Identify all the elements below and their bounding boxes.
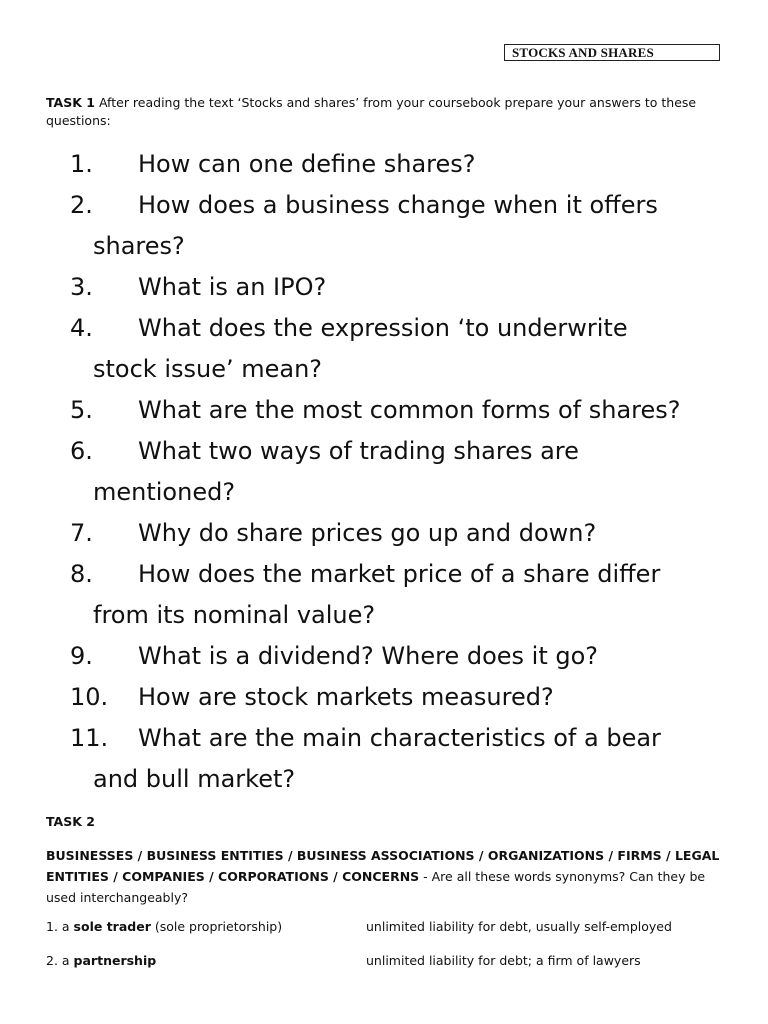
entity-note: (sole proprietorship) — [150, 919, 283, 934]
question-text-continued: mentioned? — [93, 478, 236, 506]
question-item — [70, 267, 750, 308]
question-item — [70, 554, 750, 636]
question-text: What two ways of trading shares are — [138, 437, 579, 465]
task2-question: - Are all these words synonyms? Can they be used interchangeably? — [46, 869, 706, 905]
question-item — [70, 185, 750, 267]
question-item — [70, 513, 750, 554]
question-text-continued: and bull market? — [93, 765, 296, 793]
task2-label: TASK 2 — [46, 814, 95, 829]
task1-intro — [46, 94, 726, 130]
question-item — [70, 636, 750, 677]
question-number: 6. — [70, 437, 93, 465]
entity-description: unlimited liability for debt; a firm of lawyers — [366, 953, 641, 968]
question-text: Why do share prices go up and down? — [138, 519, 597, 547]
question-text: What is an IPO? — [138, 273, 327, 301]
question-number: 7. — [70, 519, 93, 547]
entity-term: sole trader — [73, 919, 151, 934]
question-text: How does the market price of a share differ — [138, 560, 661, 588]
question-text: What is a dividend? Where does it go? — [138, 642, 599, 670]
question-list — [70, 144, 750, 800]
question-item — [70, 431, 750, 513]
task1-label: TASK 1 — [46, 95, 95, 110]
question-text: How are stock markets measured? — [138, 683, 554, 711]
question-number: 8. — [70, 560, 93, 588]
entity-term: partnership — [73, 953, 157, 968]
question-number: 11. — [70, 724, 109, 752]
page-title: STOCKS AND SHARES — [504, 44, 720, 61]
question-text: How can one define shares? — [138, 150, 476, 178]
question-number: 5. — [70, 396, 93, 424]
question-item — [70, 308, 750, 390]
task2-synonyms — [46, 845, 736, 908]
question-item — [70, 144, 750, 185]
question-number: 2. — [70, 191, 93, 219]
question-text: What are the main characteristics of a bear — [138, 724, 661, 752]
question-number: 3. — [70, 273, 93, 301]
task1-instruction: After reading the text ‘Stocks and shares’ from your coursebook prepare your answers to these questions: — [46, 95, 697, 128]
question-number: 4. — [70, 314, 93, 342]
question-number: 1. — [70, 150, 93, 178]
question-text-continued: shares? — [93, 232, 185, 260]
task2-terms: BUSINESSES / BUSINESS ENTITIES / BUSINESS ASSOCIATIONS / ORGANIZATIONS / FIRMS / LEGAL ENTITIES / COMPANIES / CORPORATIONS / CONCERNS — [46, 848, 720, 884]
entity-prefix: 2. a — [46, 953, 74, 968]
entity-prefix: 1. a — [46, 919, 74, 934]
question-text: What does the expression ‘to underwrite — [138, 314, 628, 342]
question-text: How does a business change when it offers — [138, 191, 658, 219]
question-item — [70, 390, 750, 431]
question-item — [70, 677, 750, 718]
question-number: 10. — [70, 683, 109, 711]
entity-description: unlimited liability for debt, usually self-employed — [366, 919, 672, 934]
question-text-continued: stock issue’ mean? — [93, 355, 323, 383]
question-text-continued: from its nominal value? — [93, 601, 376, 629]
question-text: What are the most common forms of shares? — [138, 396, 681, 424]
question-number: 9. — [70, 642, 93, 670]
question-item — [70, 718, 750, 800]
